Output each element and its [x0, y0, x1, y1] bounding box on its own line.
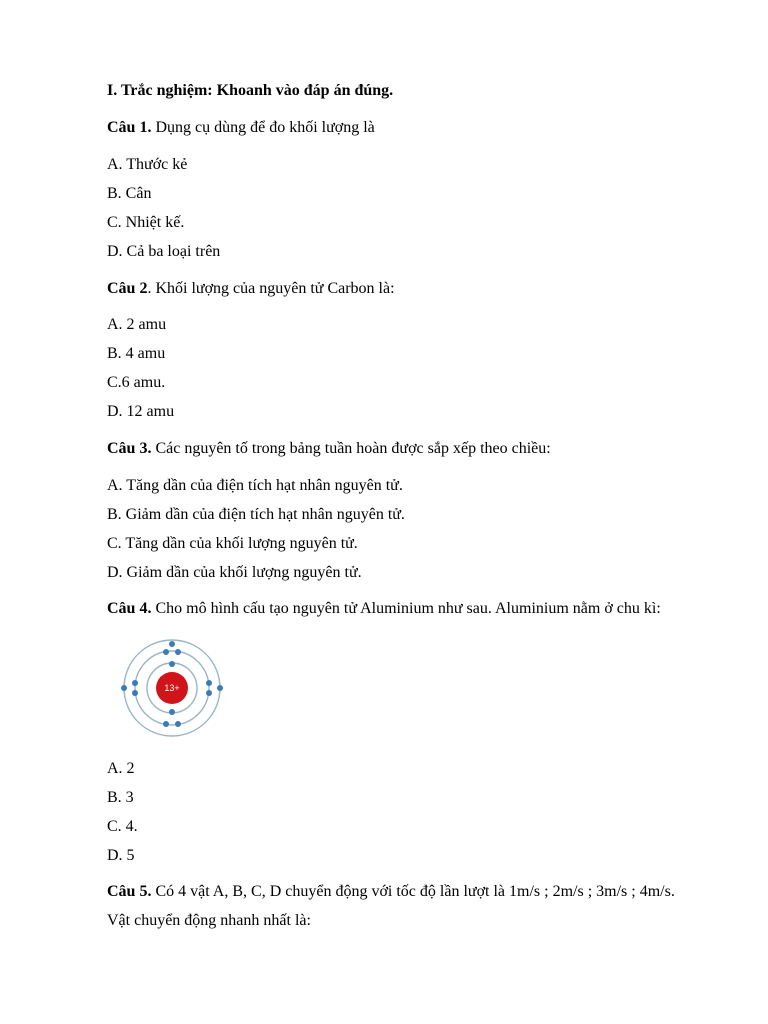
question-5-text: Có 4 vật A, B, C, D chuyển động với tốc độ lần lượt là 1m/s ; 2m/s ; 3m/s ; 4m/s. — [151, 883, 675, 900]
question-3-text: Các nguyên tố trong bảng tuần hoàn được sắp xếp theo chiều: — [151, 440, 551, 457]
question-3-option-b: B. Giảm dần của điện tích hạt nhân nguyên tử. — [107, 506, 405, 523]
question-2-text: . Khối lượng của nguyên tử Carbon là: — [147, 280, 395, 297]
question-4-option-a: A. 2 — [107, 760, 135, 777]
question-4-text: Cho mô hình cấu tạo nguyên tử Aluminium như sau. Aluminium nằm ở chu kì: — [151, 600, 661, 617]
question-3-option-a: A. Tăng dần của điện tích hạt nhân nguyên tử. — [107, 477, 403, 494]
question-1-option-c: C. Nhiệt kế. — [107, 214, 185, 231]
question-2-option-c: C.6 amu. — [107, 374, 166, 391]
question-4-option-b: B. 3 — [107, 789, 134, 806]
question-2 — [107, 279, 395, 299]
electron — [163, 649, 169, 655]
question-2-option-a: A. 2 amu — [107, 316, 167, 333]
question-2-option-d: D. 12 amu — [107, 403, 175, 420]
section-title: I. Trắc nghiệm: Khoanh vào đáp án đúng. — [107, 82, 394, 99]
question-3 — [107, 439, 551, 459]
question-3-label: Câu 3. — [107, 440, 152, 457]
question-1-label: Câu 1. — [107, 119, 152, 136]
electron — [175, 649, 181, 655]
electron — [175, 721, 181, 727]
question-1-option-b: B. Cân — [107, 185, 152, 202]
electron — [132, 690, 138, 696]
electron — [169, 709, 175, 715]
electron — [169, 641, 175, 647]
question-1-option-a: A. Thước kẻ — [107, 156, 188, 173]
electron — [163, 721, 169, 727]
question-4-option-c: C. 4. — [107, 818, 138, 835]
question-2-option-b: B. 4 amu — [107, 345, 166, 362]
question-5-text-line2: Vật chuyển động nhanh nhất là: — [107, 912, 311, 929]
aluminium-atom-diagram — [118, 639, 226, 737]
electron — [206, 680, 212, 686]
electron — [132, 680, 138, 686]
question-5 — [107, 882, 675, 902]
nucleus-label: 13+ — [164, 683, 180, 693]
question-1 — [107, 118, 375, 138]
question-4-option-d: D. 5 — [107, 847, 135, 864]
question-2-label: Câu 2 — [107, 280, 148, 297]
question-3-option-d: D. Giảm dần của khối lượng nguyên tử. — [107, 564, 362, 581]
question-4-label: Câu 4. — [107, 600, 152, 617]
electron — [169, 661, 175, 667]
electron — [206, 690, 212, 696]
question-5-label: Câu 5. — [107, 883, 152, 900]
question-4 — [107, 599, 661, 619]
electron — [121, 685, 127, 691]
question-3-option-c: C. Tăng dần của khối lượng nguyên tử. — [107, 535, 358, 552]
question-1-option-d: D. Cả ba loại trên — [107, 243, 221, 260]
question-1-text: Dụng cụ dùng để đo khối lượng là — [151, 119, 375, 136]
electron — [217, 685, 223, 691]
